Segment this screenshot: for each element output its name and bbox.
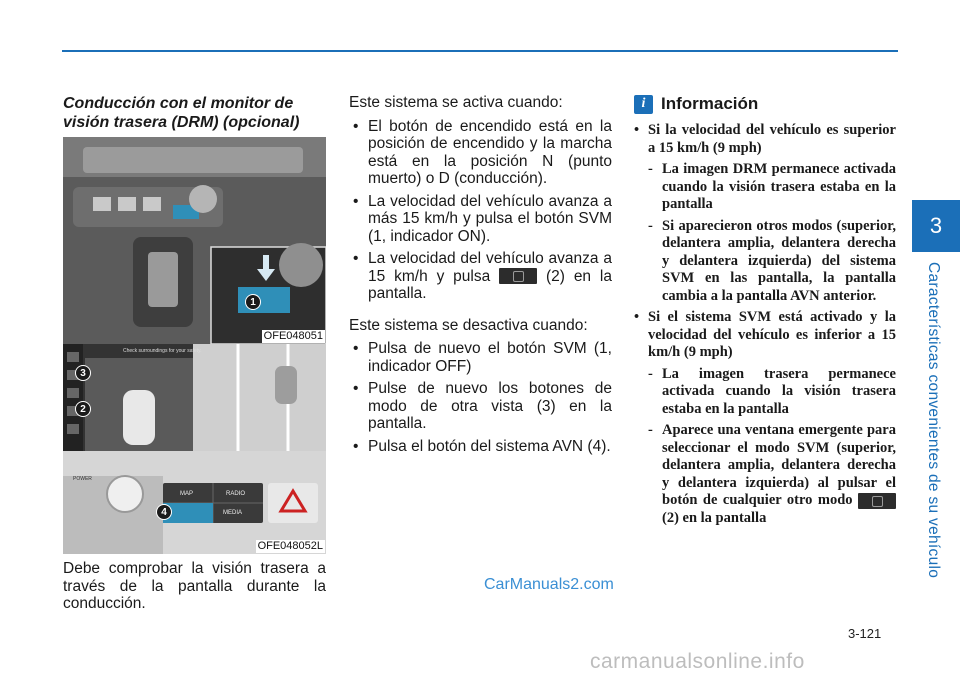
center-console-illustration (63, 137, 326, 344)
activation-lead: Este sistema se activa cuando: (349, 94, 563, 111)
info-item (634, 122, 896, 305)
callout-3: 3 (75, 365, 91, 381)
info-list (634, 122, 896, 527)
info-item-text: Si la velocidad del vehículo es superior a 15 km/h (9 mph) (648, 122, 896, 156)
screen-caption: Check surroundings for your safety. (123, 348, 202, 354)
callout-2: 2 (75, 401, 91, 417)
chapter-number: 3 (929, 213, 943, 238)
media-label: MEDIA (223, 510, 243, 516)
avn-panel-photo (63, 451, 326, 554)
power-label: POWER (73, 476, 92, 482)
map-label: MAP (180, 491, 194, 497)
list-item: • Pulsa el botón del sistema AVN (4). (349, 438, 612, 456)
image-code: OFE048052L (257, 540, 323, 552)
header-rule (62, 50, 898, 52)
list-item: • Pulsa de nuevo el botón SVM (1, indicador OFF) (349, 340, 612, 375)
info-subitem (648, 422, 896, 527)
left-column (63, 94, 326, 132)
activation-list (349, 118, 612, 303)
radio-label: RADIO (226, 491, 246, 497)
info-subitem: - La imagen trasera permanece activada cuando la visión trasera estaba en la pantalla (648, 366, 896, 419)
info-subitem: - Si aparecieron otros modos (superior, delantera amplia, delantera derecha y delantera izquierda) del sistema SVM en las pantalla, la pantalla cambia a la pantalla AVN anterior. (648, 218, 896, 306)
info-sublist (648, 161, 896, 305)
chapter-title: Características convenientes de su vehículo (925, 262, 942, 579)
middle-column (349, 94, 612, 460)
image-code: OFE048051 (263, 330, 323, 342)
info-subitem: - La imagen DRM permanece activada cuando la visión trasera estaba en la pantalla (648, 161, 896, 214)
avn-panel-illustration (63, 451, 326, 554)
list-item (349, 250, 612, 303)
list-item: • El botón de encendido está en la posición de encendido y la marcha está en la posición N (punto muerto) o D (conducción). (349, 118, 612, 188)
list-item: • La velocidad del vehículo avanza a más 15 km/h y pulsa el botón SVM (1, indicador ON). (349, 193, 612, 246)
info-column (634, 94, 896, 531)
info-item-text: Si el sistema SVM está activado y la velocidad del vehículo es inferior a 15 km/h (9 mph) (648, 309, 896, 360)
rear-view-button-icon (858, 493, 896, 509)
svm-screen-photo (63, 344, 326, 451)
list-item: • Pulse de nuevo los botones de modo de otra vista (3) en la pantalla. (349, 380, 612, 433)
body-paragraph: Debe comprobar la visión trasera a través de la pantalla durante la conducción. (63, 560, 326, 612)
info-item (634, 309, 896, 527)
callout-4: 4 (156, 504, 172, 520)
info-icon: i (634, 95, 653, 114)
page-number: 3-121 (848, 626, 882, 641)
chapter-number-tab (912, 200, 960, 252)
watermark-footer[interactable]: carmanualsonline.info (590, 650, 805, 673)
info-subitem-text: Aparece una ventana emergente para seleccionar el modo SVM (superior, delantera amplia, delantera derecha y delantera izquierda) al pulsar el botón de cualquier otro modo (662, 422, 896, 508)
info-title: Información (661, 94, 759, 113)
chapter-title-vertical (924, 262, 946, 579)
info-header (634, 94, 896, 114)
svm-screen-illustration (63, 344, 326, 451)
watermark-link[interactable]: CarManuals2.com (484, 576, 614, 593)
console-photo (63, 137, 326, 344)
deactivation-list (349, 340, 612, 455)
info-sublist (648, 366, 896, 528)
rear-view-button-icon (499, 268, 537, 284)
list-item-text: La velocidad del vehículo avanza a 15 km/h y pulsa (368, 250, 612, 285)
callout-1: 1 (245, 294, 261, 310)
deactivation-lead: Este sistema se desactiva cuando: (349, 316, 588, 334)
info-subitem-text: (2) en la pantalla (662, 509, 767, 526)
list-item-text: (2) en la pantalla. (368, 267, 612, 302)
section-title: Conducción con el monitor de visión trasera (DRM) (opcional) (63, 95, 300, 131)
